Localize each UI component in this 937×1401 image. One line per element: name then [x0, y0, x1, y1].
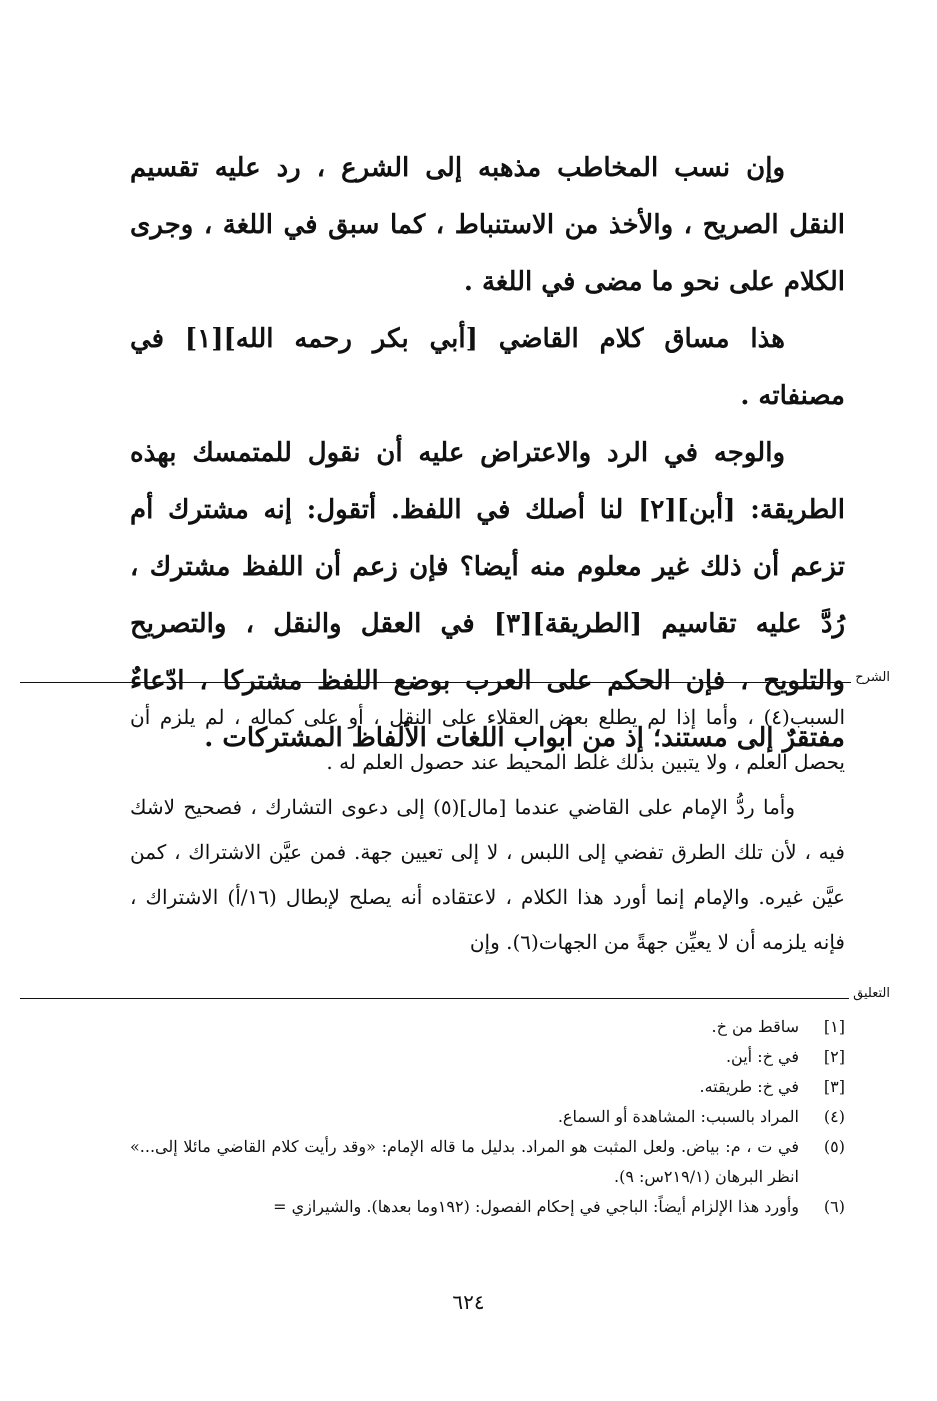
footnote	[130, 1072, 845, 1102]
notes-label: التعليق	[849, 986, 890, 1001]
footnote-number: [٢]	[823, 1047, 845, 1066]
footnote-text: في خ: طريقته.	[699, 1077, 799, 1096]
footnote-text: ساقط من خ.	[711, 1017, 799, 1036]
footnote	[130, 1102, 845, 1132]
main-paragraph: هذا مساق كلام القاضي [أبي بكر رحمه الله][١] في مصنفاته .	[130, 324, 845, 411]
footnote-number: (٦)	[823, 1197, 845, 1216]
commentary-block	[130, 695, 845, 965]
footnote-text: وأورد هذا الإلزام أيضاً: الباجي في إحكام الفصول: (١٩٢وما بعدها). والشيرازي =	[273, 1197, 799, 1216]
notes-divider	[20, 986, 890, 1008]
footnotes-block	[130, 1012, 845, 1222]
footnote	[130, 1012, 845, 1042]
footnote-number: [١]	[823, 1017, 845, 1036]
footnote-text: في ت ، م: بياض. ولعل المثبت هو المراد. بدليل ما قاله الإمام: «وقد رأيت كلام القاضي مائلا إلى...» انظر البرهان (٢١٩/١س: ٩).	[130, 1137, 799, 1186]
commentary-label: الشرح	[851, 670, 890, 685]
main-paragraph: وإن نسب المخاطب مذهبه إلى الشرع ، رد عليه تقسيم النقل الصريح ، والأخذ من الاستنباط ، كما سبق في اللغة ، وجرى الكلام على نحو ما مضى في اللغة .	[130, 153, 845, 297]
footnote-number: (٤)	[823, 1107, 845, 1126]
page-number: ٦٢٤	[452, 1290, 485, 1314]
footnote	[130, 1192, 845, 1222]
divider-rule	[20, 998, 870, 999]
commentary-paragraph: وأما ردُّ الإمام على القاضي عندما [مال](٥) إلى دعوى التشارك ، فصحيح لاشك فيه ، لأن تلك الطرق تفضي إلى اللبس ، لا إلى تعيين جهة. فمن عيَّن الاشتراك ، كمن عيَّن غيره. والإمام إنما أورد هذا الكلام ، لاعتقاده أنه يصلح لإبطال (١٦/أ) الاشتراك ، فإنه يلزمه أن لا يعيِّن جهةً من الجهات(٦). وإن	[130, 795, 845, 954]
footnote	[130, 1132, 845, 1192]
footnote-text: المراد بالسبب: المشاهدة أو السماع.	[557, 1107, 799, 1126]
footnote-number: [٣]	[823, 1077, 845, 1096]
main-paragraph: والوجه في الرد والاعتراض عليه أن نقول للمتمسك بهذه الطريقة: [أبن][٢] لنا أصلك في اللفظ. أتقول: إنه مشترك أم تزعم أن ذلك غير معلوم منه أيضا؟ فإن زعم أن اللفظ مشترك ، رُدَّ عليه تقاسيم [الطريقة][٣] في العقل والنقل ، والتصريح والتلويح ، فإن الحكم على العرب بوضع اللفظ مشتركا ، ادّعاءٌ مفتقرٌ إلى مستند؛ إذ من أبواب اللغات الألفاظ المشتركات .	[130, 438, 845, 753]
commentary-paragraph: السبب(٤) ، وأما إذا لم يطلع بعض العقلاء على النقل ، أو على كماله ، لم يلزم أن يحصل العلم ، ولا يتبين بذلك غلط المحيط عند حصول العلم له .	[130, 705, 845, 774]
footnote-text: في خ: أين.	[725, 1047, 799, 1066]
divider-rule	[20, 682, 870, 683]
commentary-divider	[20, 670, 890, 692]
footnote-number: (٥)	[823, 1137, 845, 1156]
footnote	[130, 1042, 845, 1072]
